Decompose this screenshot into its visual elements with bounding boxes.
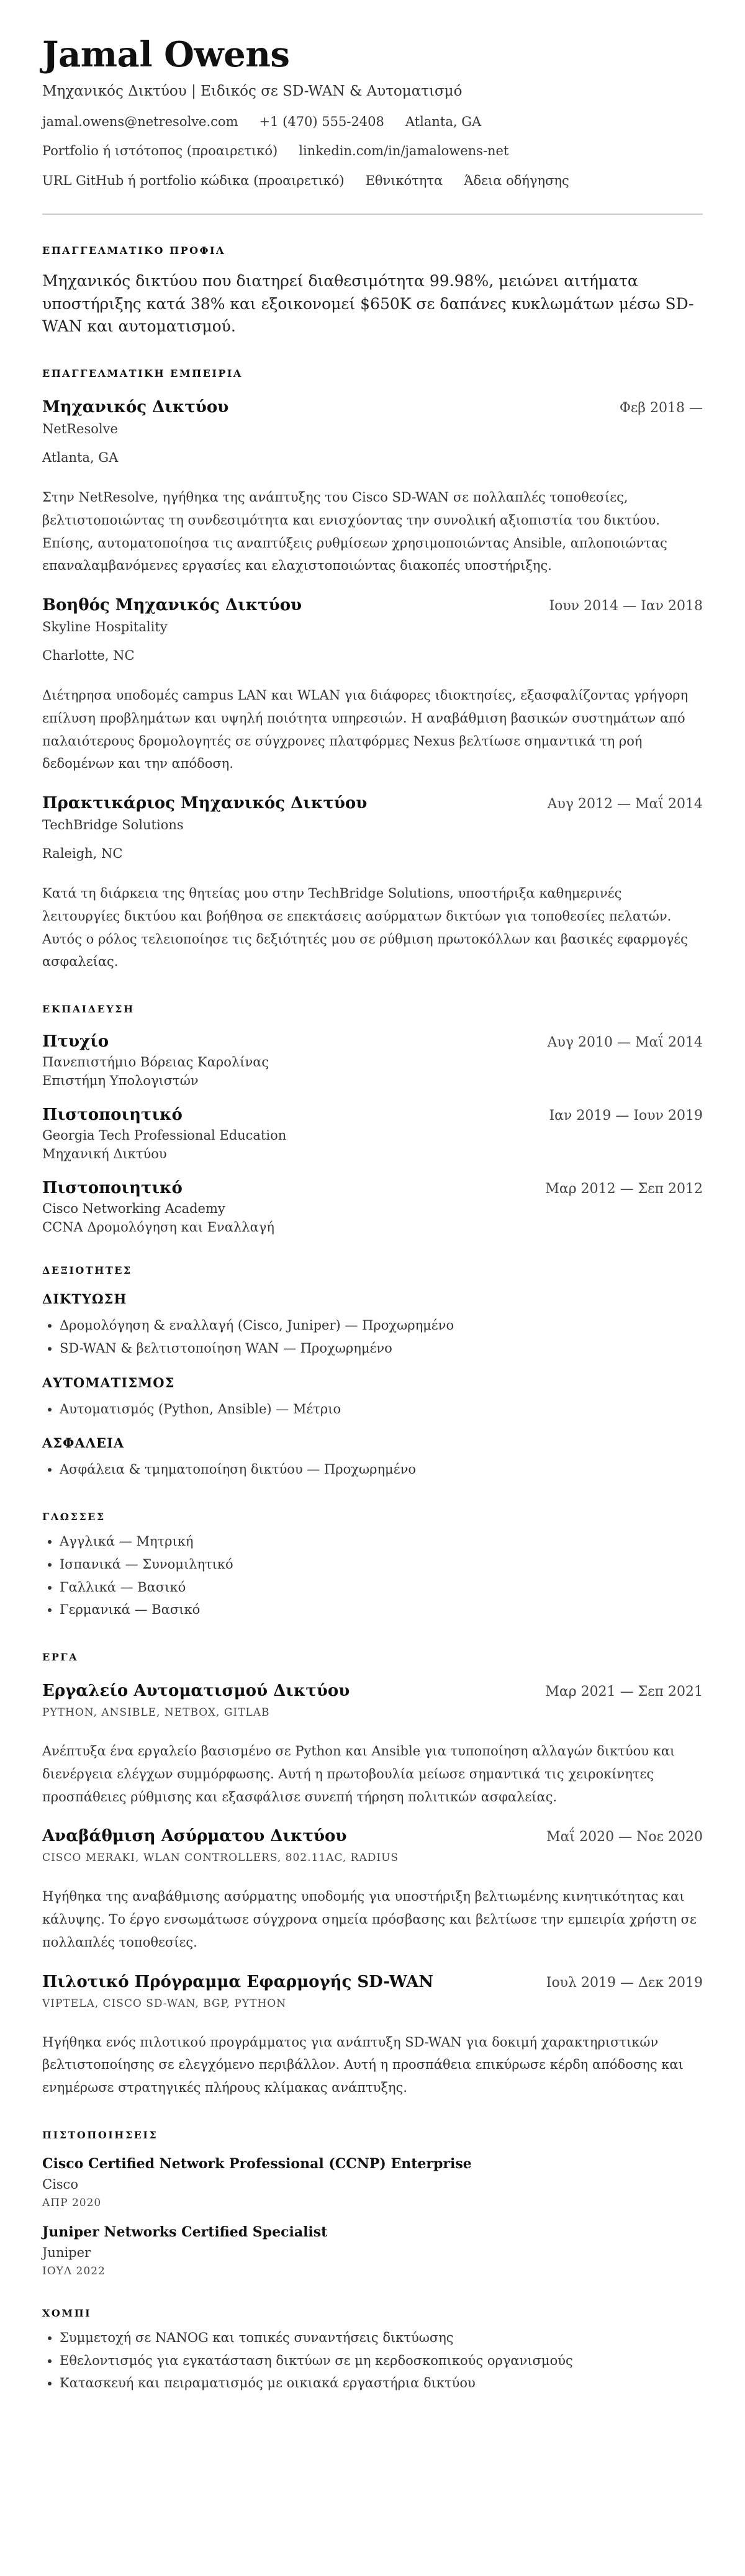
job-dates: Ιουν 2014 — Ιαν 2018 [549,598,703,615]
job-dates: Αυγ 2012 — Μαΐ 2014 [547,796,703,813]
project-description: Ανέπτυξα ένα εργαλείο βασισμένο σε Python και Ansible για τυποποίηση αλλαγών δικτύου και διενέργεια ελέγχων συμμόρφωσης. Αυτή η πρωτοβουλία μείωσε σημαντικά τις χειροκίνητες προσπάθειες ρύθμισης και εξασφάλισε συνεπή τήρηση πολιτικών ασφαλείας. [42,1744,675,1804]
section-title: ΕΠΑΓΓΕΛΜΑΤΙΚΟ ΠΡΟΦΙΛ [42,245,225,257]
email-link[interactable]: jamal.owens@netresolve.com [42,114,238,129]
candidate-headline: Μηχανικός Δικτύου | Ειδικός σε SD-WAN & Αυτοματισμό [42,83,463,99]
field-of-study: Επιστήμη Υπολογιστών [42,1073,199,1089]
job-description: Διέτηρησα υποδομές campus LAN και WLAN για διάφορες ιδιοκτησίες, εξασφαλίζοντας γρήγορη επίλυση προβλημάτων και υψηλή ποιότητα υπηρεσιών. Η αναβάθμιση βασικών συστημάτων από παλαιότερους δρομολογητές σε σύγχρονες πλατφόρμες Nexus βελτίωσε σημαντικά τη ροή δεδομένων και την απόδοση. [42,688,689,772]
skill-item: • SD-WAN & βελτιστοποίηση WAN — Προχωρημένο [60,1337,703,1360]
job-location: Atlanta, GA [42,450,119,466]
section-title: ΔΕΞΙΟΤΗΤΕΣ [42,1264,132,1277]
school-name: Georgia Tech Professional Education [42,1128,287,1143]
linkedin-link[interactable]: linkedin.com/in/jamalowens-net [299,143,509,159]
github-link[interactable]: URL GitHub ή portfolio κώδικα (προαιρετικό) [42,173,345,188]
skill-item: • Δρομολόγηση & εναλλαγή (Cisco, Juniper) — Προχωρημένο [60,1314,703,1337]
experience-section [42,367,703,973]
language-item: • Ισπανικά — Συνομιλητικό [60,1553,703,1576]
company-name: Skyline Hospitality [42,619,168,635]
language-item: • Γαλλικά — Βασικό [60,1576,703,1599]
skill-group-title: ΑΥΤΟΜΑΤΙΣΜΟΣ [42,1374,175,1390]
hobby-item: • Εθελοντισμός για εγκατάσταση δικτύων σε μη κερδοσκοπικούς οργανισμούς [60,2349,703,2372]
section-title: ΕΚΠΑΙΔΕΥΣΗ [42,1003,135,1016]
job-dates: Φεβ 2018 — [619,400,703,417]
project-entry [42,1682,703,1808]
skill-list [42,1458,703,1481]
hobby-item: • Συμμετοχή σε NANOG και τοπικές συναντήσεις δικτύωσης [60,2326,703,2349]
certification-date: ΙΟΥΛ 2022 [42,2264,106,2277]
skill-group-title: ΑΣΦΑΛΕΙΑ [42,1435,125,1451]
project-tech: VIPTELA, CISCO SD-WAN, BGP, PYTHON [42,1997,287,2010]
profile-section [42,245,703,338]
company-name: TechBridge Solutions [42,817,184,833]
certification-date: ΑΠΡ 2020 [42,2196,102,2209]
section-title: ΠΙΣΤΟΠΟΙΗΣΕΙΣ [42,2128,158,2141]
project-name: Εργαλείο Αυτοματισμού Δικτύου [42,1682,350,1701]
job-location: Charlotte, NC [42,648,135,664]
experience-entry [42,398,703,577]
language-list [42,1530,703,1621]
extra-row [42,171,703,192]
degree-title: Πτυχίο [42,1032,109,1052]
field-of-study: CCNA Δρομολόγηση και Εναλλαγή [42,1220,274,1235]
language-item: • Αγγλικά — Μητρική [60,1530,703,1553]
contact-row [42,112,703,133]
skill-item: • Ασφάλεια & τμηματοποίηση δικτύου — Προχωρημένο [60,1458,703,1481]
certification-name: Juniper Networks Certified Specialist [42,2223,328,2240]
project-tech: CISCO MERAKI, WLAN CONTROLLERS, 802.11AC, RADIUS [42,1852,399,1865]
hobbies-section [42,2307,703,2395]
location: Atlanta, GA [405,114,482,129]
languages-section [42,1511,703,1621]
resume-header [42,36,703,191]
links-row [42,141,703,162]
project-description: Ηγήθηκα ενός πιλοτικού προγράμματος για ανάπτυξη SD-WAN για δοκιμή χαρακτηριστικών βελτιστοποίησης σε ελεγχόμενο περιβάλλον. Αυτή η προσπάθεια επικύρωσε κέρδη απόδοσης και ενημέρωσε στρατηγικές πλήρους κλίμακας ανάπτυξης. [42,2034,684,2096]
job-description: Κατά τη διάρκεια της θητείας μου στην TechBridge Solutions, υποστήριξα καθημερινές λειτουργίες δικτύου και βοήθησα σε επεκτάσεις ασύρματων δικτύων για τοποθεσίες πελατών. Αυτός ο ρόλος τελειοποίησε τις δεξιότητές μου σε ρύθμιση πρωτοκόλλων και βασικές εφαρμογές ασφαλείας. [42,886,688,970]
education-dates: Αυγ 2010 — Μαΐ 2014 [547,1035,703,1051]
hobby-item: • Κατασκευή και πειραματισμός με οικιακά εργαστήρια δικτύου [60,2372,703,2395]
education-entry [42,1106,703,1161]
section-title: ΕΠΑΓΓΕΛΜΑΤΙΚΗ ΕΜΠΕΙΡΙΑ [42,367,243,380]
job-location: Raleigh, NC [42,846,123,862]
projects-section [42,1651,703,2099]
skill-list [42,1398,703,1421]
project-name: Πιλοτικό Πρόγραμμα Εφαρμογής SD-WAN [42,1972,434,1991]
job-description: Στην NetResolve, ηγήθηκα της ανάπτυξης του Cisco SD-WAN σε πολλαπλές τοποθεσίες, βελτιστοποιώντας τη συνδεσιμότητα και ενισχύοντας την συνολική αξιοπιστία του δικτύου. Επίσης, αυτοματοποίησα τις αναπτύξεις ρυθμίσεων χρησιμοποιώντας Ansible, απλοποιώντας επαναλαμβανόμενες εργασίες και ελαχιστοποιώντας διακοπές υποστήριξης. [42,490,667,574]
experience-entry [42,794,703,973]
degree-title: Πιστοποιητικό [42,1106,183,1125]
project-name: Αναβάθμιση Ασύρματου Δικτύου [42,1827,347,1846]
skill-group-title: ΔΙΚΤΥΩΣΗ [42,1291,127,1307]
hobby-list [42,2326,703,2395]
project-entry [42,1973,703,2099]
project-dates: Ιουλ 2019 — Δεκ 2019 [546,1975,703,1991]
profile-summary: Μηχανικός δικτύου που διατηρεί διαθεσιμότητα 99.98%, μειώνει αιτήματα υποστήριξης κατά 38% και εξοικονομεί $650K σε δαπάνες κυκλωμάτων μέσω SD-WAN και αυτοματισμού. [42,272,694,335]
company-name: NetResolve [42,421,118,437]
portfolio-link[interactable]: Portfolio ή ιστότοπος (προαιρετικό) [42,143,278,159]
driving-license: Άδεια οδήγησης [464,173,569,188]
job-title: Βοηθός Μηχανικός Δικτύου [42,596,302,615]
certifications-section [42,2129,703,2277]
section-title: ΕΡΓΑ [42,1651,78,1664]
project-dates: Μαΐ 2020 — Νοε 2020 [546,1829,703,1845]
project-description: Ηγήθηκα της αναβάθμισης ασύρματης υποδομής για υποστήριξη βελτιωμένης κινητικότητας και κάλυψης. Το έργο ενσωμάτωσε σύγχρονα σημεία πρόσβασης και βελτίωσε την εμπειρία χρήστη σε πολλαπλές τοποθεσίες. [42,1889,697,1950]
skill-list [42,1314,703,1360]
project-dates: Μαρ 2021 — Σεπ 2021 [545,1684,703,1700]
degree-title: Πιστοποιητικό [42,1179,183,1198]
header-divider [42,214,703,215]
certification-name: Cisco Certified Network Professional (CCNP) Enterprise [42,2155,472,2172]
field-of-study: Μηχανική Δικτύου [42,1146,167,1162]
skills-section [42,1264,703,1481]
section-title: ΧΟΜΠΙ [42,2307,92,2319]
project-entry [42,1827,703,1953]
project-tech: PYTHON, ANSIBLE, NETBOX, GITLAB [42,1706,270,1719]
education-entry [42,1032,703,1088]
nationality: Εθνικότητα [365,173,443,188]
certification-issuer: Juniper [42,2245,91,2260]
certification-entry [42,2224,703,2277]
candidate-name: Jamal Owens [42,34,290,75]
school-name: Cisco Networking Academy [42,1201,225,1217]
certification-issuer: Cisco [42,2176,78,2192]
section-title: ΓΛΩΣΣΕΣ [42,1511,106,1523]
school-name: Πανεπιστήμιο Βόρειας Καρολίνας [42,1055,269,1070]
phone-number: +1 (470) 555-2408 [259,114,384,129]
education-entry [42,1179,703,1235]
job-title: Μηχανικός Δικτύου [42,398,229,417]
education-section [42,1003,703,1235]
education-dates: Μαρ 2012 — Σεπ 2012 [545,1181,703,1197]
education-dates: Ιαν 2019 — Ιουν 2019 [549,1108,703,1124]
language-item: • Γερμανικά — Βασικό [60,1598,703,1621]
certification-entry [42,2156,703,2209]
skill-item: • Αυτοματισμός (Python, Ansible) — Μέτριο [60,1398,703,1421]
experience-entry [42,596,703,775]
job-title: Πρακτικάριος Μηχανικός Δικτύου [42,794,368,813]
